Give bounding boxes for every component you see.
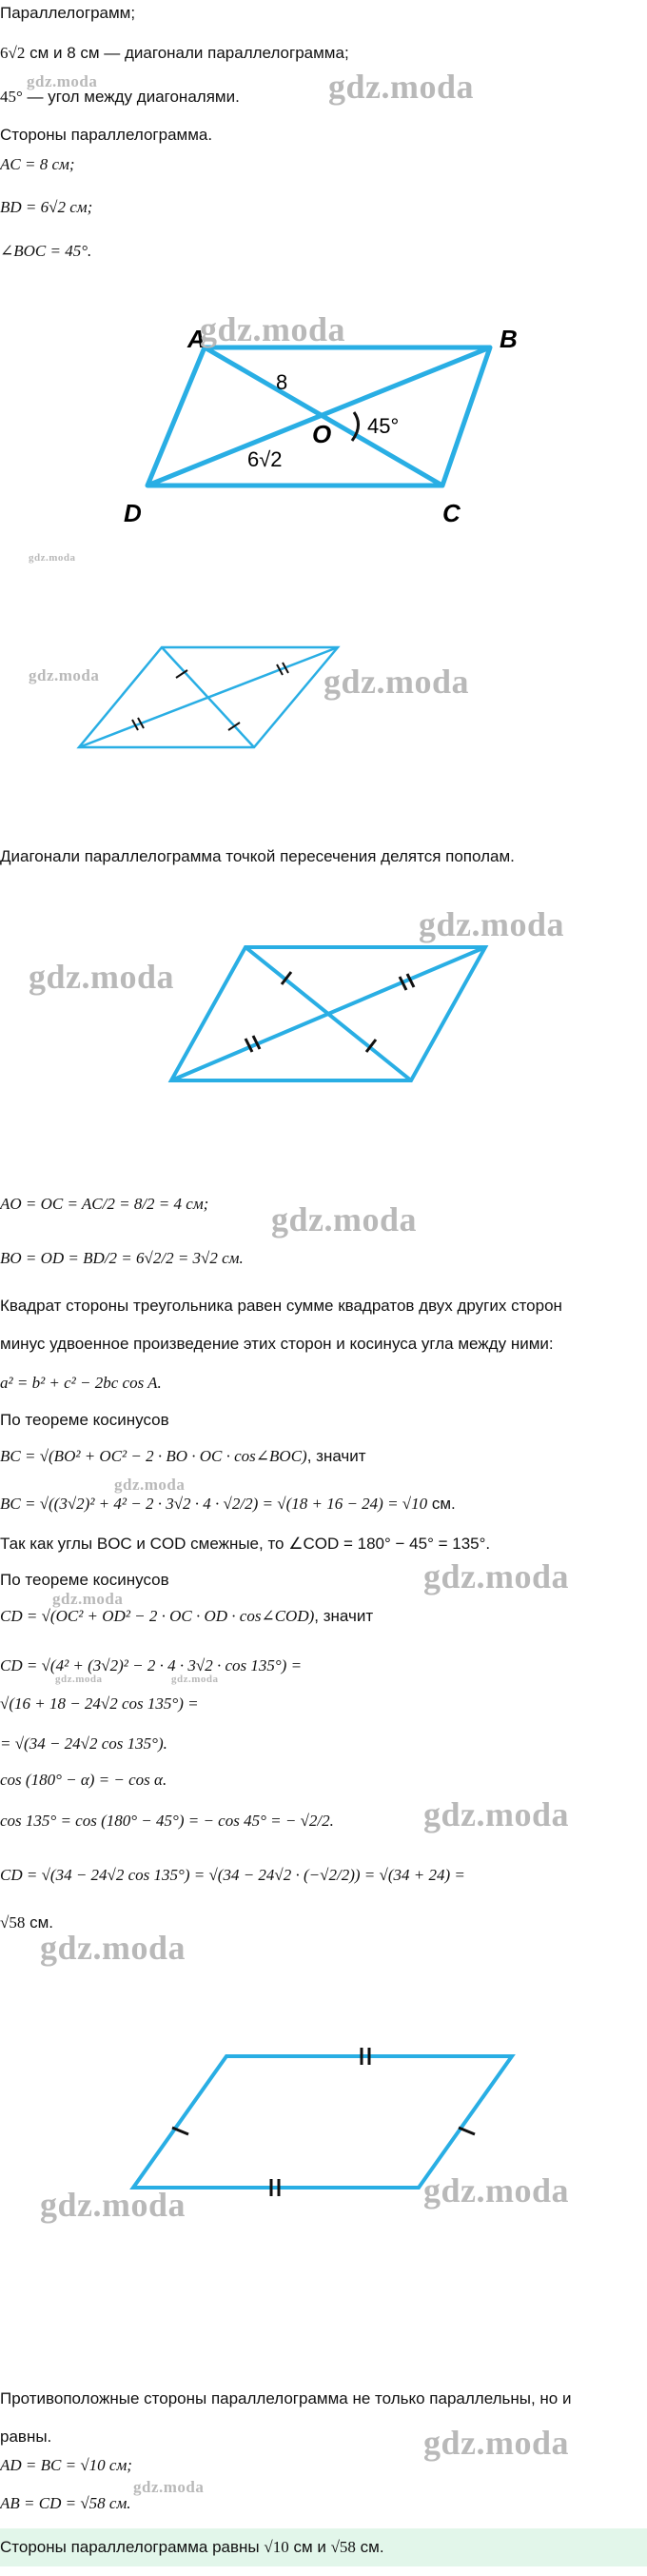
- angle-value: 45°: [0, 88, 23, 106]
- answer-suffix: см.: [355, 2538, 384, 2556]
- cd-calc-line-1: CD = √(4² + (3√2)² − 2 · 4 · 3√2 · cos 135°) =: [0, 1656, 303, 1674]
- label-a: A: [187, 325, 206, 353]
- bc-calc-line: [0, 1495, 456, 1514]
- ad-bc-line: AD = BC = √10 см;: [0, 2456, 132, 2474]
- answer-value-2: √58: [330, 2538, 356, 2556]
- watermark: gdz.moda: [423, 2171, 570, 2209]
- medium-diagonal-2: [171, 947, 485, 1080]
- ac-value: AC = 8 см;: [0, 155, 75, 173]
- given-line-2-text: см и 8 см — диагонали параллелограмма;: [25, 44, 349, 62]
- watermark: gdz.moda: [423, 2424, 570, 2462]
- watermark: gdz.moda: [328, 68, 475, 106]
- watermark: gdz.moda: [171, 1674, 219, 1685]
- angle-label: 45°: [367, 414, 400, 438]
- label-o: O: [312, 420, 332, 448]
- answer-box: [0, 2528, 647, 2566]
- cos-law-formula: a² = b² + c² − 2bc cos A.: [0, 1374, 162, 1392]
- watermark: gdz.moda: [40, 1929, 186, 1967]
- ab-cd-line: AB = CD = √58 см.: [0, 2494, 131, 2512]
- then-text-1: , значит: [306, 1447, 366, 1465]
- opposite-sides-line-1: Противоположные стороны параллелограмма не только параллельны, но и: [0, 2389, 572, 2408]
- cm-text-1: см.: [427, 1495, 456, 1513]
- diagonal-bd-value: 6√2: [0, 44, 26, 62]
- cd-calc-line-2: √(16 + 18 − 24√2 cos 135°) =: [0, 1694, 199, 1713]
- sides-parallelogram-outline: [133, 2056, 512, 2188]
- watermark: gdz.moda: [324, 663, 470, 701]
- by-cosine-theorem-2: По теореме косинусов: [0, 1571, 169, 1589]
- by-cosine-theorem-1: По теореме косинусов: [0, 1411, 169, 1429]
- watermark: gdz.moda: [27, 72, 98, 90]
- bc-formula: BC = √(BO² + OC² − 2 · BO · OC · cos∠BOC): [0, 1447, 307, 1465]
- cos-law-line-2: минус удвоенное произведение этих сторон и косинуса угла между ними:: [0, 1335, 554, 1353]
- watermark: gdz.moda: [29, 666, 100, 684]
- opposite-sides-line-2: равны.: [0, 2427, 52, 2446]
- then-text-2: , значит: [314, 1607, 374, 1625]
- watermark: gdz.moda: [423, 1557, 570, 1595]
- ao-oc-line: AO = OC = AC/2 = 8/2 = 4 см;: [0, 1195, 209, 1213]
- angle-boc-value: ∠BOC = 45°.: [0, 242, 92, 260]
- watermark: gdz.moda: [271, 1200, 418, 1238]
- bc-formula-line: [0, 1447, 366, 1466]
- find-heading: Стороны параллелограмма.: [0, 126, 213, 144]
- label-d: D: [124, 499, 142, 524]
- watermark: gdz.moda: [419, 905, 565, 943]
- watermark: gdz.moda: [114, 1476, 186, 1494]
- cd-formula: CD = √(OC² + OD² − 2 · OC · OD · cos∠COD): [0, 1607, 315, 1625]
- given-line-3-text: — угол между диагоналями.: [22, 88, 240, 106]
- adjacent-angles-line: Так как углы BOC и COD смежные, то ∠COD = 180° − 45° = 135°.: [0, 1535, 491, 1553]
- cd-formula-line: [0, 1607, 373, 1626]
- given-line-1: Параллелограмм;: [0, 4, 136, 22]
- diagonal-bd: [147, 347, 490, 485]
- small-diagonal-2: [79, 647, 338, 747]
- watermark: gdz.moda: [29, 552, 76, 564]
- segment-do-label: 6√2: [247, 447, 283, 471]
- label-b: B: [500, 325, 518, 353]
- given-line-2: [0, 44, 349, 63]
- cos-135-line: cos 135° = cos (180° − 45°) = − cos 45° = − √2/2.: [0, 1812, 334, 1830]
- label-c: C: [442, 499, 461, 524]
- answer-value-1: √10: [264, 2538, 289, 2556]
- bo-od-line: BO = OD = BD/2 = 6√2/2 = 3√2 см.: [0, 1249, 244, 1267]
- watermark: gdz.moda: [29, 958, 175, 996]
- parallelogram-figure-small: [71, 638, 357, 757]
- parallelogram-figure-medium: [162, 938, 504, 1090]
- answer-mid: см и: [288, 2538, 331, 2556]
- answer-prefix: Стороны параллелограмма равны: [0, 2538, 265, 2556]
- watermark: gdz.moda: [52, 1590, 124, 1608]
- cd-final-value: √58: [0, 1913, 26, 1932]
- bc-calc: BC = √((3√2)² + 4² − 2 · 3√2 · 4 · √2/2) = √(18 + 16 − 24) = √10: [0, 1495, 428, 1513]
- segment-ao-label: 8: [276, 370, 288, 394]
- bd-value: BD = 6√2 см;: [0, 198, 93, 216]
- watermark: gdz.moda: [55, 1674, 103, 1685]
- watermark: gdz.moda: [40, 2186, 186, 2224]
- cd-final-line-1: CD = √(34 − 24√2 cos 135°) = √(34 − 24√2 · (−√2/2)) = √(34 + 24) =: [0, 1866, 465, 1884]
- cm-text-2: см.: [25, 1913, 53, 1932]
- diagonals-statement: Диагонали параллелограмма точкой пересечения делятся пополам.: [0, 847, 515, 865]
- cos-law-line-1: Квадрат стороны треугольника равен сумме квадратов двух других сторон: [0, 1297, 562, 1315]
- watermark: gdz.moda: [133, 2478, 205, 2496]
- watermark: gdz.moda: [423, 1795, 570, 1833]
- cd-calc-line-3: = √(34 − 24√2 cos 135°).: [0, 1734, 167, 1753]
- watermark: gdz.moda: [200, 310, 346, 348]
- cos-identity: cos (180° − α) = − cos α.: [0, 1771, 167, 1789]
